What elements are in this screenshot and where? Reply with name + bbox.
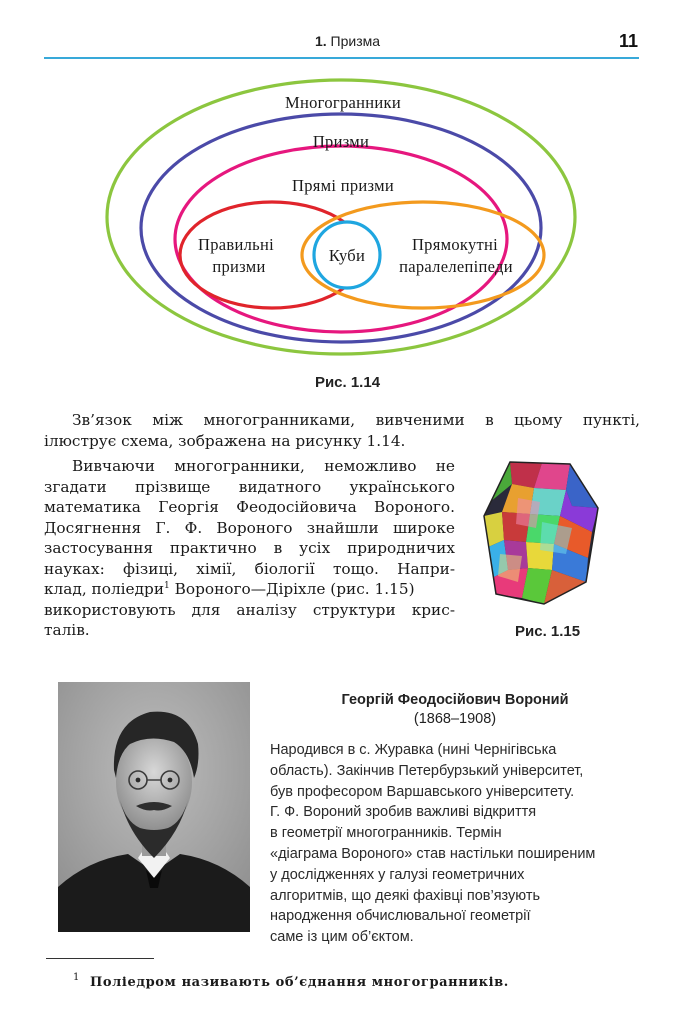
bio-line: був професором Варшавського університету. [270,783,575,800]
page-number: 11 [618,31,638,51]
paragraph-1-line: ілюструє схема, зображена на рисунку 1.14. [44,431,406,450]
footnote-mark: 1 [73,972,80,983]
bio-line: область). Закінчив Петербурзький університет, [270,762,584,779]
label-regular-prisms-line2: призми [212,257,266,276]
paragraph-2-line: застосування практично в усіх природничих [44,539,455,557]
paragraph-2 [44,456,455,641]
label-polyhedra: Многогранники [285,93,401,112]
paragraph-2-fragment: Вороного—Діріхле (рис. 1.15) [174,580,415,598]
paragraph-2-fragment: клад, поліедри [44,580,165,598]
bio-line: Г. Ф. Вороний зробив важливі відкриття [270,804,537,821]
bio-line: «діаграма Вороного» став настільки поширеним [270,845,596,862]
bio-line: в геометрії многогранників. Термін [270,825,502,842]
paragraph-2-line: талів. [44,621,90,639]
voronoi-polyhedron-image [482,458,602,606]
footnote-reference: 1 [164,580,170,591]
label-prisms: Призми [312,132,370,151]
bio-years: (1868–1908) [413,711,497,727]
label-regular-prisms-line1: Правильні [198,235,274,254]
bio-name: Георгій Феодосійович Вороний [341,692,569,708]
header-rule [44,57,639,59]
bio-line: у дослідженнях у галузі геометричних [270,866,525,883]
running-header [0,33,695,49]
bio-text [270,740,650,948]
paragraph-2-line: використовують для аналізу структури крис- [44,600,455,619]
footnote-text: Поліедром називають об’єднання многогранників. [90,975,509,990]
label-cuboids-line2: паралелепіпеди [399,257,513,276]
chapter-number: 1. [314,33,327,49]
footnote-rule [46,958,154,959]
voronyi-portrait-photo [58,682,250,932]
bio-line: Народився в с. Журавка (нині Чернігівська [270,742,557,758]
label-cuboids-line1: Прямокутні [411,235,499,254]
paragraph-2-line: математика Георгія Феодосійовича Вороного. [44,498,455,516]
paragraph-2-line [44,579,455,600]
label-cubes: Куби [328,246,366,265]
paragraph-2-line: згадати прізвище видатного українського [44,477,455,496]
chapter-title: Призма [330,33,381,49]
paragraph-2-line: Вивчаючи многогранники, неможливо не [72,457,455,475]
label-right-prisms: Прямі призми [292,176,394,195]
bio-line: народження обчислювальної геометрії [270,908,531,925]
polyhedra-euler-diagram [100,78,590,360]
bio-line: саме із цим об’єктом. [270,929,414,946]
figure-caption-1-14: Рис. 1.14 [314,374,381,391]
paragraph-1-line: Зв’язок між многогранниками, вивченими в цьому пункті, [72,411,640,429]
paragraph-2-line: науках: фізиці, хімії, біології тощо. Напри- [44,559,455,578]
paragraph-2-line: Досягнення Г. Ф. Вороного знайшли широке [44,518,455,537]
figure-caption-1-15: Рис. 1.15 [515,623,581,640]
paragraph-1 [44,410,640,451]
bio-line: алгоритмів, що деякі фахівці пов’язують [270,887,541,904]
